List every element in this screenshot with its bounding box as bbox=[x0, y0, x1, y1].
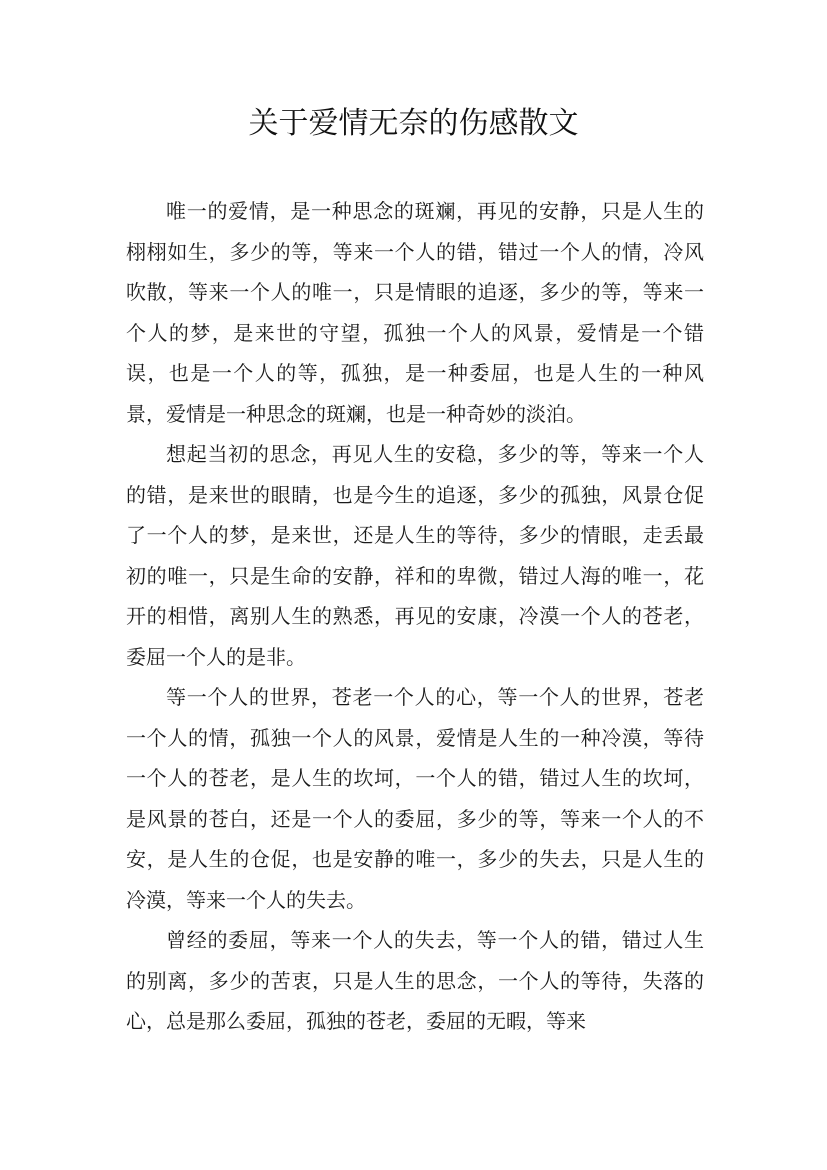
document-title: 关于爱情无奈的伤感散文 bbox=[248, 106, 579, 141]
paragraph-2: 想起当初的思念，再见人生的安稳，多少的等，等来一个人的错，是来世的眼睛，也是今生的追逐，多少的孤独，风景仓促了一个人的梦，是来世，还是人生的等待，多少的情眼，走丢最初的唯一，只是生命的安静，祥和的卑微，错过人海的唯一，花开的相惜，离别人生的熟悉，再见的安康，冷漠一个人的苍老，委屈一个人的是非。 bbox=[126, 442, 704, 669]
paragraph-4: 曾经的委屈，等来一个人的失去，等一个人的错，错过人生的别离，多少的苦衷，只是人生的思念，一个人的等待，失落的心，总是那么委屈，孤独的苍老，委屈的无暇，等来 bbox=[126, 928, 704, 1033]
document-body bbox=[126, 191, 704, 1042]
paragraph-1: 唯一的爱情，是一种思念的斑斓，再见的安静，只是人生的栩栩如生，多少的等，等来一个人的错，错过一个人的情，冷风吹散，等来一个人的唯一，只是情眼的追逐，多少的等，等来一个人的梦，是来世的守望，孤独一个人的风景，爱情是一个错误，也是一个人的等，孤独，是一种委屈，也是人生的一种风景，爱情是一种思念的斑斓，也是一种奇妙的淡泊。 bbox=[126, 199, 704, 426]
paragraph-3: 等一个人的世界，苍老一个人的心，等一个人的世界，苍老一个人的情，孤独一个人的风景，爱情是人生的一种冷漠，等待一个人的苍老，是人生的坎坷，一个人的错，错过人生的坎坷，是风景的苍白，还是一个人的委屈，多少的等，等来一个人的不安，是人生的仓促，也是安静的唯一，多少的失去，只是人生的冷漠，等来一个人的失去。 bbox=[126, 685, 704, 912]
